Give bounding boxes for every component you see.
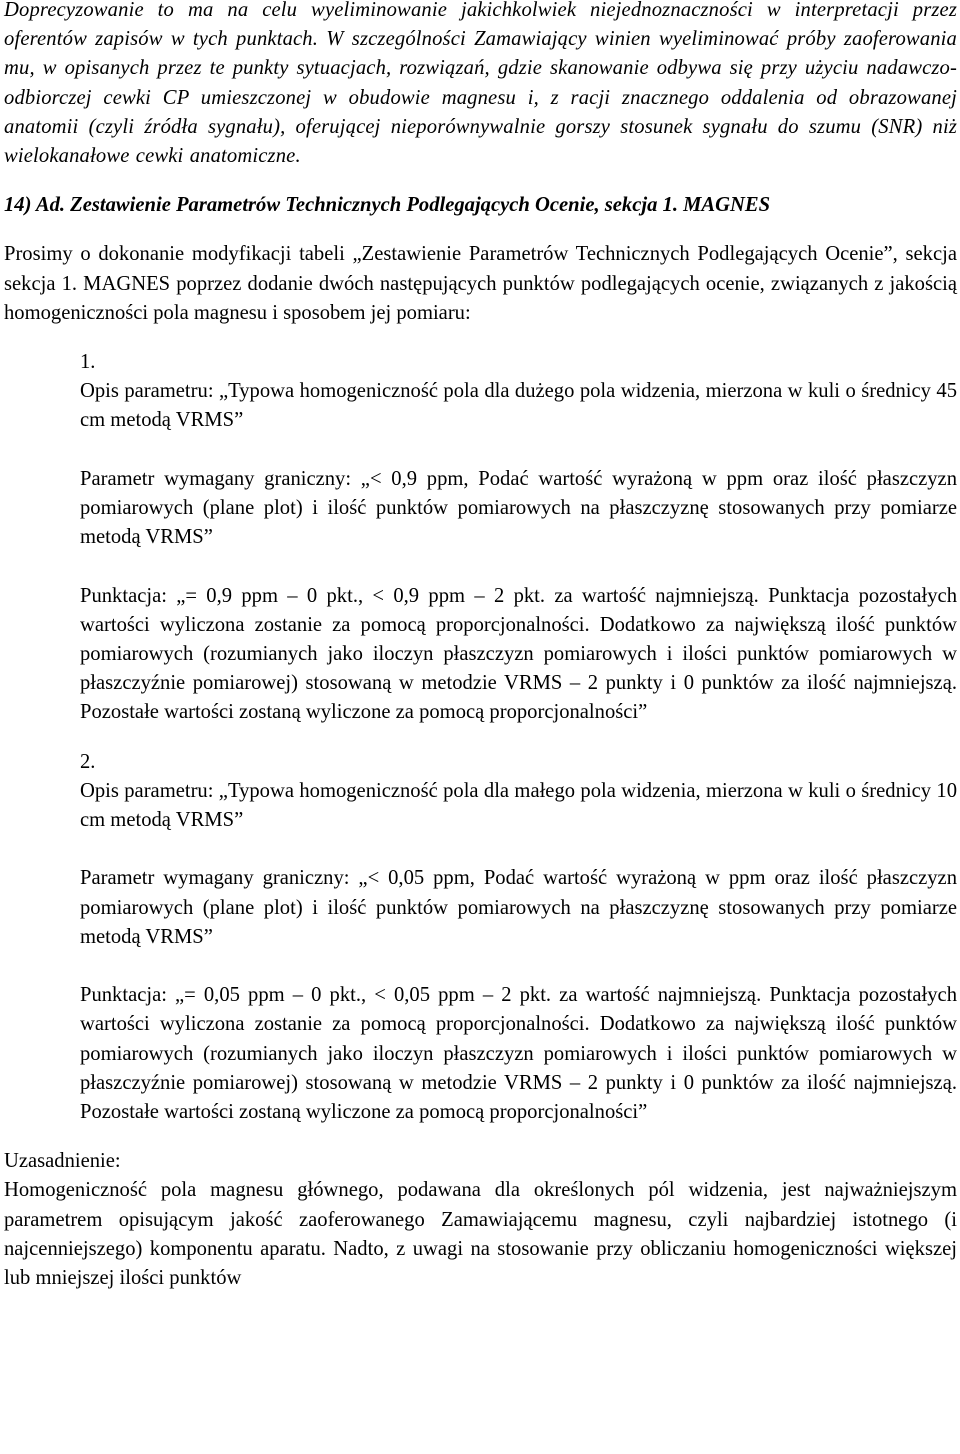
parameter-item-2 <box>80 748 957 1128</box>
request-paragraph: Prosimy o dokonanie modyfikacji tabeli „Zestawienie Parametrów Technicznych Podlegających Ocenie”, sekcja sekcja 1. MAGNES poprzez dodanie dwóch następujących punktów podlegających ocenie, związanych z jakością homogeniczności pola magnesu i sposobem jej pomiaru: <box>4 243 957 324</box>
parameter-item-1 <box>80 348 957 728</box>
parameter-required-value: Parametr wymagany graniczny: „< 0,9 ppm, Podać wartość wyrażoną w ppm oraz ilość płaszczyzn pomiarowych (plane plot) i ilość punktów pomiarowych na płaszczyznę stosowanych przy pomiarze metodą VRMS” <box>80 467 957 549</box>
section-heading: 14) Ad. Zestawienie Parametrów Technicznych Podlegających Ocenie, sekcja 1. MAGNES <box>4 194 771 217</box>
justification-paragraph: Homogeniczność pola magnesu głównego, podawana dla określonych pól widzenia, jest najważniejszym parametrem opisującym jakość zaoferowanego Zamawiającemu magnesu, czyli najbardziej istotnego (i najcenniejszego) komponentu aparatu. Nadto, z uwagi na stosowanie przy obliczaniu homogeniczności większej lub mniejszej ilości punktów <box>4 1179 957 1290</box>
intro-paragraph: Doprecyzowanie to ma na celu wyeliminowanie jakichkolwiek niejednoznaczności w interpretacji przez oferentów zapisów w tych punktach. W szczególności Zamawiający winien wyeliminować próby zaoferowania mu, w opisanych przez te punkty sytuacjach, rozwiązań, gdzie skanowanie odbywa się przy użyciu nadawczo-odbiorczej cewki CP umieszczonej w obudowie magnesu i, z racji znacznego oddalenia od obrazowanej anatomii (czyli źródła sygnału), oferującej nieporównywalnie gorszy stosunek sygnału do szumu (SNR) niż wielokanałowe cewki anatomiczne. <box>4 0 957 168</box>
parameter-description: Opis parametru: „Typowa homogeniczność pola dla małego pola widzenia, mierzona w kuli o średnicy 10 cm metodą VRMS” <box>80 779 957 832</box>
parameter-scoring: Punktacja: „= 0,05 ppm – 0 pkt., < 0,05 ppm – 2 pkt. za wartość najmniejszą. Punktacja pozostałych wartości wyliczona zostanie za pomocą proporcjonalności. Dodatkowo za największą ilość punktów pomiarowych (rozumianych jako iloczyn płaszczyzn pomiarowych i ilości punktów pomiarowych w płaszczyźnie pomiarowej) stosowaną w metodzie VRMS – 2 punkty i 0 punktów za ilość najmniejszą. Pozostałe wartości zostaną wyliczone za pomocą proporcjonalności” <box>80 984 957 1124</box>
parameter-required-value: Parametr wymagany graniczny: „< 0,05 ppm, Podać wartość wyrażoną w ppm oraz ilość płaszczyzn pomiarowych (plane plot) i ilość punktów pomiarowych na płaszczyznę stosowanych przy pomiarze metodą VRMS” <box>80 867 957 948</box>
parameter-scoring: Punktacja: „= 0,9 ppm – 0 pkt., < 0,9 ppm – 2 pkt. za wartość najmniejszą. Punktacja pozostałych wartości wyliczona zostanie za pomocą proporcjonalności. Dodatkowo za największą ilość punktów pomiarowych (rozumianych jako iloczyn płaszczyzn pomiarowych i ilości punktów pomiarowych w płaszczyźnie pomiarowej) stosowaną w metodzie VRMS – 2 punkty i 0 punktów za ilość najmniejszą. Pozostałe wartości zostaną wyliczone za pomocą proporcjonalności” <box>80 584 957 724</box>
item-number: 2. <box>80 750 96 773</box>
document-page <box>4 0 957 1293</box>
item-number: 1. <box>80 351 96 374</box>
justification-title: Uzasadnienie: <box>4 1150 121 1173</box>
parameter-description: Opis parametru: „Typowa homogeniczność pola dla dużego pola widzenia, mierzona w kuli o średnicy 45 cm metodą VRMS” <box>80 380 957 432</box>
